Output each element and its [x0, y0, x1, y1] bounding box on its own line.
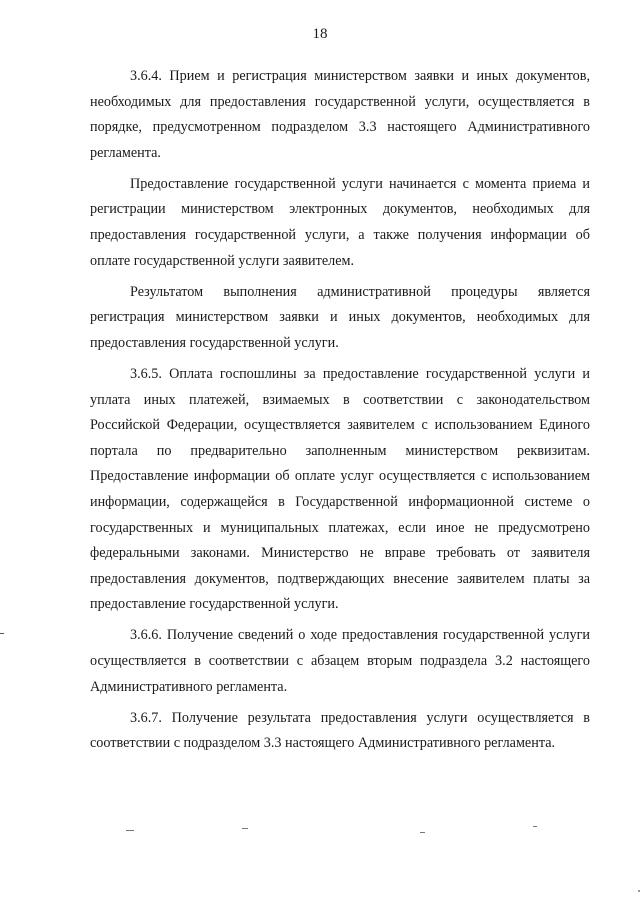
paragraph-procedure-result: Результатом выполнения административной процедуры является регистрация министерством заявки и иных документов, необходимых для предоставления государственной услуги.: [90, 283, 590, 351]
document-body: [90, 64, 590, 762]
scan-artifact: [126, 830, 134, 831]
paragraph-3-6-7: 3.6.7. Получение результата предоставления услуги осуществляется в соответствии с подразделом 3.3 настоящего Административного регламента.: [90, 709, 590, 752]
paragraph-service-start: Предоставление государственной услуги начинается с момента приема и регистрации министерством электронных документов, необходимых для предоставления государственной услуги, а также получения информации об оплате государственной услуги заявителем.: [90, 175, 590, 269]
paragraph-3-6-5: 3.6.5. Оплата госпошлины за предоставление государственной услуги и уплата иных платежей, взимаемых в соответствии с законодательством Российской Федерации, осуществляется заявителем с использованием Единого портала по предварительно заполненным министерством реквизитам. Предоставление информации об оплате услуг осуществляется с использованием информации, содержащейся в Государственной информационной системе о государственных и муниципальных платежах, если иное не предусмотрено федеральными законами. Министерство не вправе требовать от заявителя предоставления документов, подтверждающих внесение заявителем платы за предоставление государственной услуги.: [90, 366, 590, 613]
margin-mark: [0, 633, 4, 634]
page-number: 18: [312, 26, 328, 42]
scan-artifact: [242, 828, 248, 829]
scan-artifact: [533, 826, 537, 827]
scan-artifact: [420, 832, 425, 833]
paragraph-3-6-6: 3.6.6. Получение сведений о ходе предоставления государственной услуги осуществляется в соответствии с абзацем вторым подраздела 3.2 настоящего Административного регламента.: [90, 627, 590, 695]
paragraph-3-6-4: 3.6.4. Прием и регистрация министерством заявки и иных документов, необходимых для предоставления государственной услуги, осуществляется в порядке, предусмотренном подразделом 3.3 настоящего Административного регламента.: [90, 68, 590, 161]
